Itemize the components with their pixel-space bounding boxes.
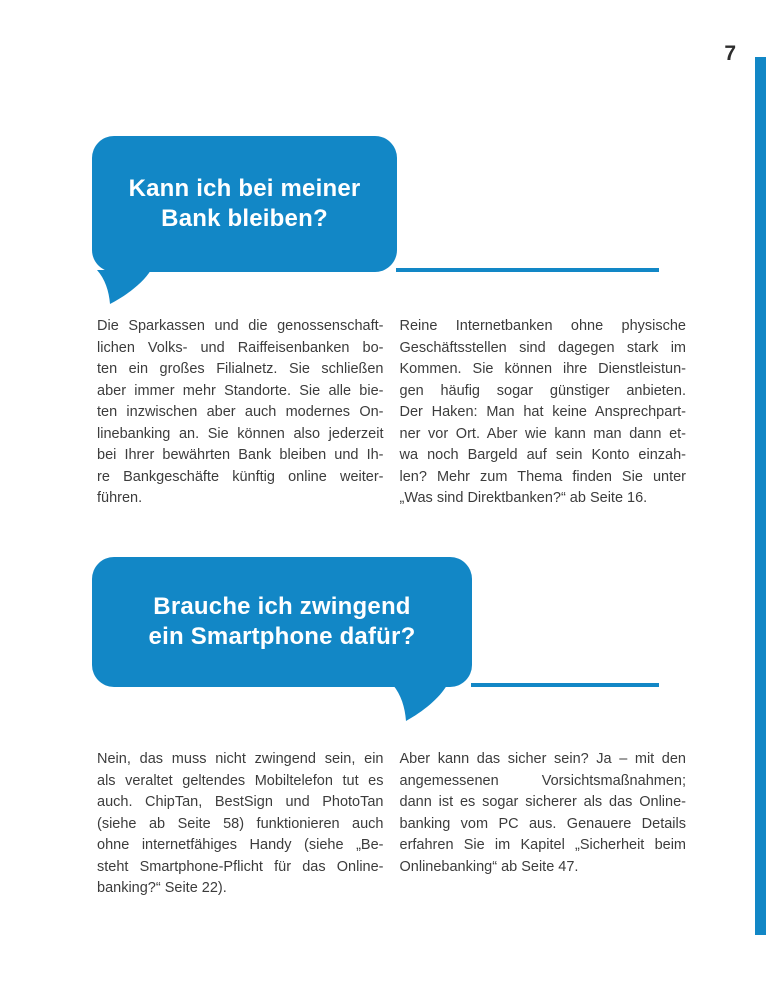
text-line: re Bankgeschäfte künftig online weiter- bbox=[97, 468, 384, 485]
divider-line bbox=[396, 268, 659, 272]
question-title-1 bbox=[129, 174, 361, 234]
text-line: bei Ihrer bewährten Bank bleiben und Ih- bbox=[97, 447, 384, 463]
text-line: wa noch Bargeld auf sein Konto einzah- bbox=[399, 447, 686, 463]
text-line: ner vor Ort. Aber wie kann man dann et- bbox=[399, 425, 686, 442]
text-line: (siehe ab Seite 58) funktionieren auch bbox=[97, 815, 384, 832]
text-line: Die Sparkassen und die genossenschaft- bbox=[97, 318, 384, 334]
text-line: Kommen. Sie können ihre Dienstleistun- bbox=[399, 361, 686, 377]
text-column-left bbox=[97, 316, 384, 510]
text-line: dann ist es sogar sicherer als das Online- bbox=[399, 794, 686, 810]
text-line: lichen Volks- und Raiffeisenbanken bo- bbox=[97, 339, 384, 356]
text-line: angemessenen Vorsichtsmaßnahmen; bbox=[399, 772, 686, 789]
text-column-left bbox=[97, 749, 384, 900]
text-line: Onlinebanking“ ab Seite 47. bbox=[399, 858, 579, 875]
page-number: 7 bbox=[724, 42, 736, 65]
speech-bubble-tail-icon bbox=[393, 685, 448, 721]
text-line: erfahren Sie im Kapitel „Sicherheit beim bbox=[399, 837, 686, 853]
question-bubble-1 bbox=[92, 136, 397, 272]
text-column-right bbox=[400, 749, 687, 900]
text-line: banking vom PC aus. Genauere Details bbox=[399, 815, 686, 832]
text-line: Nein, das muss nicht zwingend sein, ein bbox=[97, 751, 384, 767]
text-line: Aber kann das sicher sein? Ja – mit den bbox=[399, 751, 686, 767]
text-line: banking?“ Seite 22). bbox=[97, 880, 227, 896]
question-title-2 bbox=[149, 592, 416, 652]
question-title-line: Bank bleiben? bbox=[161, 205, 328, 232]
text-line: auch. ChipTan, BestSign und PhotoTan bbox=[97, 794, 384, 810]
body-text-2 bbox=[97, 749, 686, 900]
text-line: len? Mehr zum Thema finden Sie unter bbox=[399, 468, 686, 485]
question-title-line: Brauche ich zwingend bbox=[153, 593, 411, 620]
text-line: ten ein großes Filialnetz. Sie schließen bbox=[97, 361, 384, 377]
divider-line bbox=[471, 683, 659, 687]
text-line: ohne internetfähiges Handy (siehe „Be- bbox=[97, 837, 384, 853]
text-line: gen häufig sogar günstiger anbieten. bbox=[399, 382, 686, 399]
question-title-line: ein Smartphone dafür? bbox=[148, 623, 416, 650]
body-text-1 bbox=[97, 316, 686, 510]
text-line: Reine Internetbanken ohne physische bbox=[399, 318, 686, 334]
question-title-line: Kann ich bei meiner bbox=[128, 175, 361, 202]
text-line: Der Haken: Man hat keine Ansprechpart- bbox=[399, 404, 686, 420]
text-line: Geschäftsstellen sind dagegen stark im bbox=[399, 339, 686, 356]
speech-bubble-tail-icon bbox=[97, 270, 152, 304]
text-line: linebanking an. Sie können also jederzeit bbox=[97, 425, 384, 442]
text-line: „Was sind Direktbanken?“ ab Seite 16. bbox=[399, 490, 648, 506]
question-bubble-2 bbox=[92, 557, 472, 687]
text-column-right bbox=[400, 316, 687, 510]
text-line: ten inzwischen aber auch modernes On- bbox=[97, 404, 384, 420]
text-line: führen. bbox=[97, 490, 143, 506]
text-line: aber immer mehr Standorte. Sie alle bie- bbox=[97, 382, 384, 399]
text-line: steht Smartphone-Pflicht für das Online- bbox=[97, 858, 384, 875]
text-line: als veraltet geltendes Mobiltelefon tut es bbox=[97, 772, 384, 789]
page-edge-bar bbox=[755, 57, 766, 935]
